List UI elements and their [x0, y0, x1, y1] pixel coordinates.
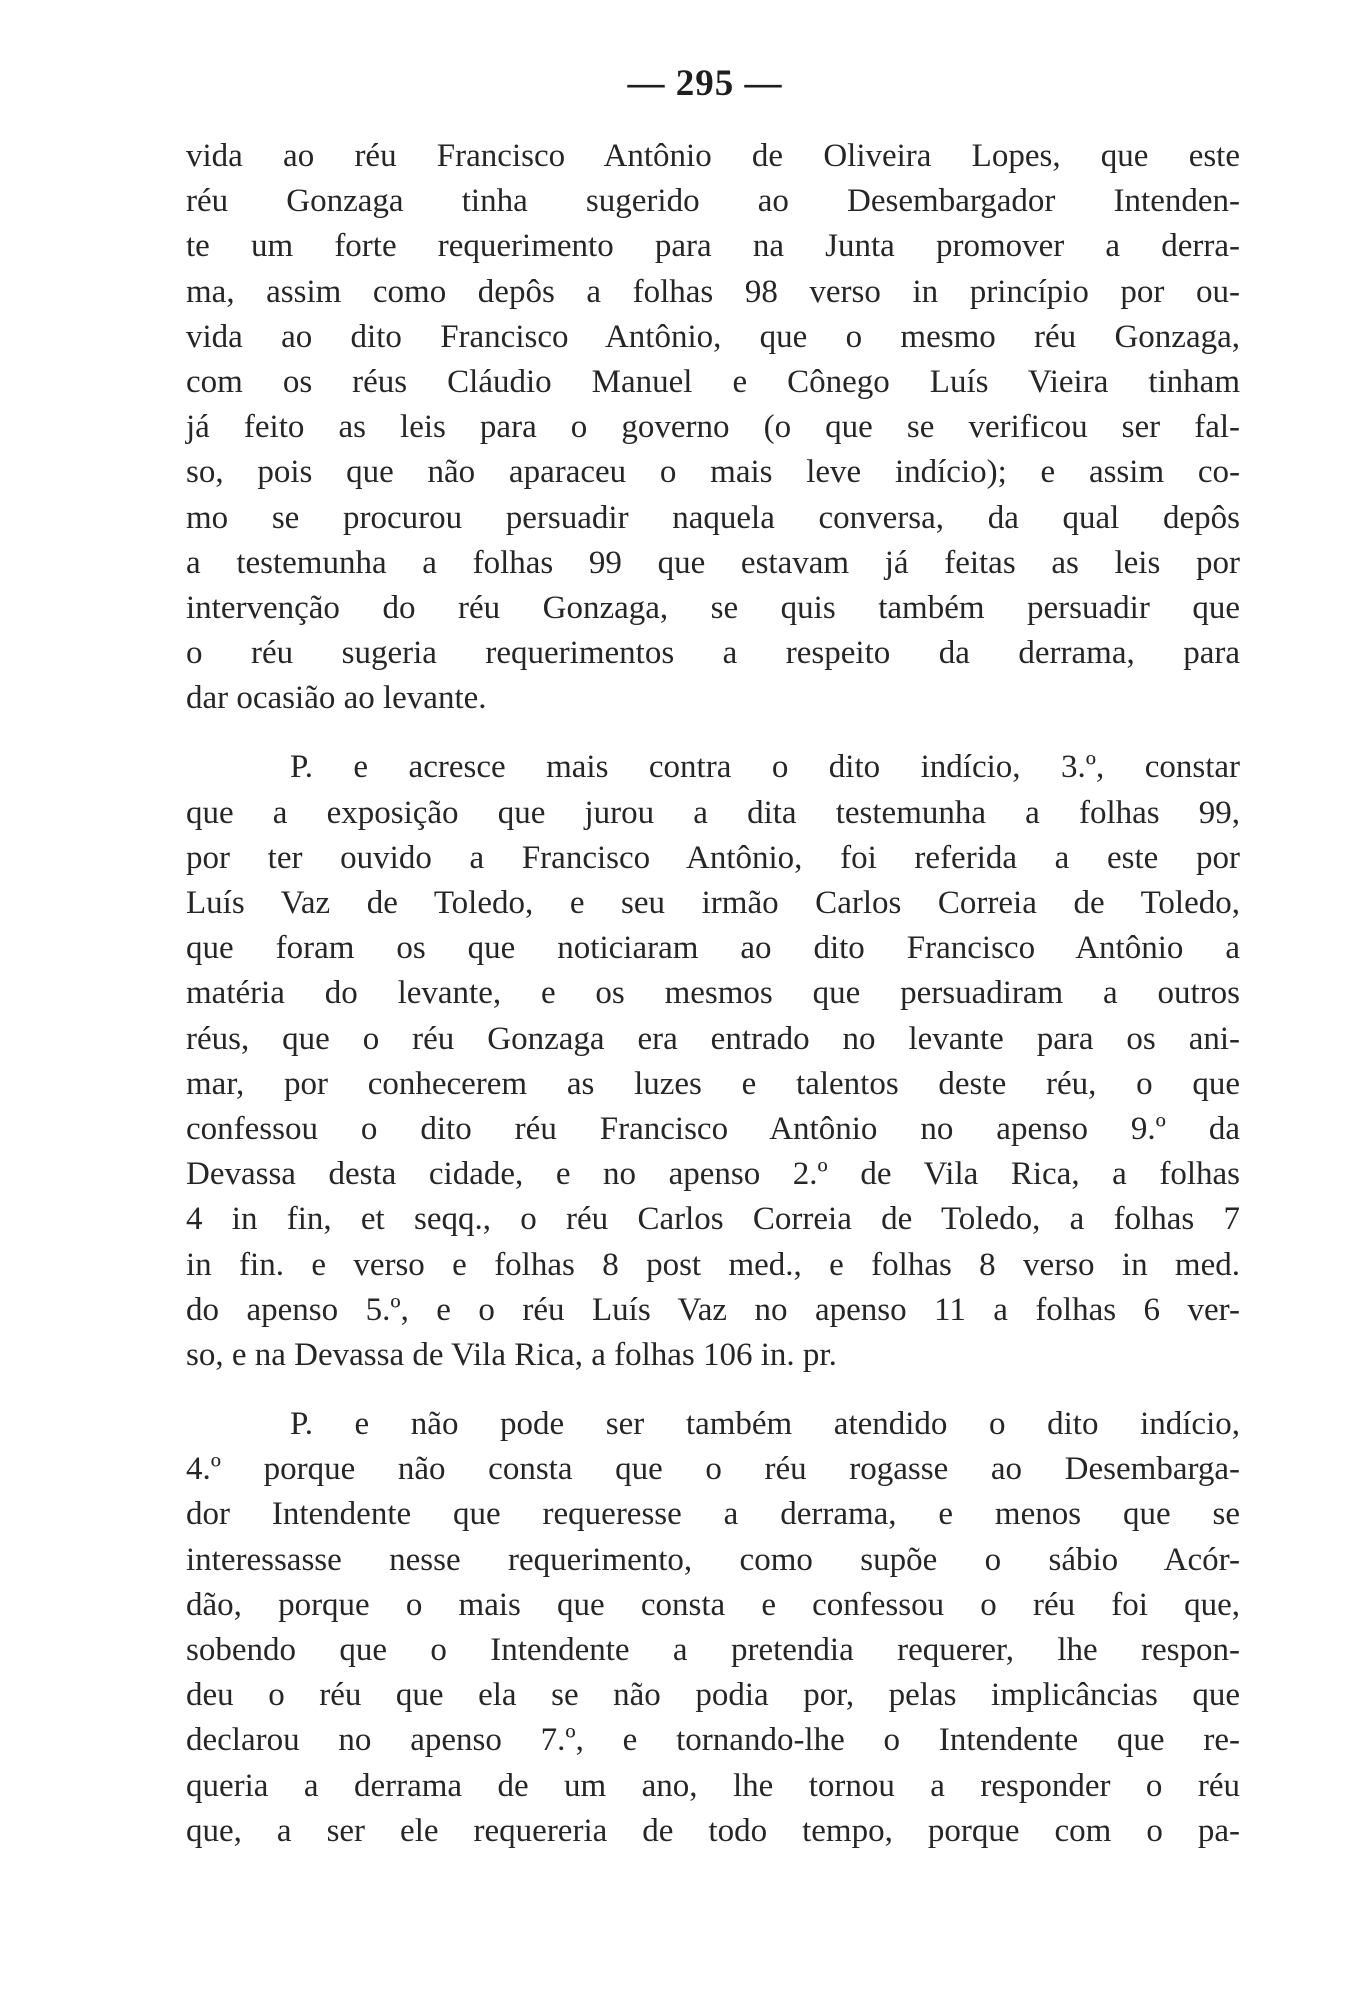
text-line: 4 in fin, et seqq., o réu Carlos Correia de Toledo, a folhas 7 — [186, 1201, 1240, 1238]
text-line: do apenso 5.º, e o réu Luís Vaz no apenso 11 a folhas 6 ver- — [186, 1291, 1240, 1328]
text-line: te um forte requerimento para na Junta promover a derra- — [186, 228, 1240, 265]
text-line: P. e não pode ser também atendido o dito indício, — [290, 1406, 1240, 1443]
paragraph-3 — [186, 1402, 1240, 1854]
text-line: vida ao dito Francisco Antônio, que o mesmo réu Gonzaga, — [186, 318, 1240, 355]
text-line: vida ao réu Francisco Antônio de Oliveira Lopes, que este — [186, 138, 1240, 174]
text-line: so, pois que não aparaceu o mais leve indício); e assim co- — [186, 454, 1240, 491]
text-line: que foram os que noticiaram ao dito Francisco Antônio a — [186, 930, 1240, 967]
text-line: in fin. e verso e folhas 8 post med., e folhas 8 verso in med. — [186, 1246, 1240, 1283]
text-line: intervenção do réu Gonzaga, se quis também persuadir que — [186, 589, 1240, 626]
text-line: Devassa desta cidade, e no apenso 2.º de Vila Rica, a folhas — [186, 1156, 1240, 1193]
text-line: dar ocasião ao levante. — [186, 680, 487, 717]
text-line: réu Gonzaga tinha sugerido ao Desembargador Intenden- — [186, 183, 1240, 220]
text-line: confessou o dito réu Francisco Antônio no apenso 9.º da — [186, 1110, 1240, 1147]
text-line: P. e acresce mais contra o dito indício, 3.º, constar — [290, 749, 1240, 786]
text-line: com os réus Cláudio Manuel e Cônego Luís Vieira tinham — [186, 363, 1240, 400]
paragraph-gap — [186, 1378, 1240, 1402]
text-line: o réu sugeria requerimentos a respeito da derrama, para — [186, 635, 1240, 672]
paragraph-2 — [186, 745, 1240, 1378]
text-line: réus, que o réu Gonzaga era entrado no levante para os ani- — [186, 1020, 1240, 1057]
text-line: so, e na Devassa de Vila Rica, a folhas 106 in. pr. — [186, 1336, 837, 1373]
text-line: matéria do levante, e os mesmos que persuadiram a outros — [186, 975, 1240, 1012]
text-line: sobendo que o Intendente a pretendia requerer, lhe respon- — [186, 1632, 1240, 1668]
text-line: Luís Vaz de Toledo, e seu irmão Carlos Correia de Toledo, — [186, 885, 1240, 921]
text-line: 4.º porque não consta que o réu rogasse ao Desembarga- — [186, 1451, 1240, 1488]
text-line: ma, assim como depôs a folhas 98 verso in princípio por ou- — [186, 273, 1240, 310]
text-line: dão, porque o mais que consta e confessou o réu foi que, — [186, 1586, 1240, 1623]
text-line: deu o réu que ela se não podia por, pelas implicâncias que — [186, 1677, 1240, 1714]
text-line: já feito as leis para o governo (o que se verificou ser fal- — [186, 409, 1240, 446]
text-line: interessasse nesse requerimento, como supõe o sábio Acór- — [186, 1541, 1240, 1578]
text-line: que, a ser ele requereria de todo tempo, porque com o pa- — [186, 1812, 1240, 1849]
text-line: queria a derrama de um ano, lhe tornou a responder o réu — [186, 1767, 1240, 1804]
text-line: mo se procurou persuadir naquela conversa, da qual depôs — [186, 499, 1240, 536]
text-line: declarou no apenso 7.º, e tornando-lhe o Intendente que re- — [186, 1722, 1240, 1759]
text-line: a testemunha a folhas 99 que estavam já feitas as leis por — [186, 544, 1240, 581]
page-number: — 295 — — [627, 63, 783, 104]
text-line: por ter ouvido a Francisco Antônio, foi referida a este por — [186, 839, 1240, 876]
text-line: dor Intendente que requeresse a derrama, e menos que se — [186, 1496, 1240, 1533]
body-text — [186, 134, 1240, 1854]
text-line: que a exposição que jurou a dita testemunha a folhas 99, — [186, 794, 1240, 831]
text-line: mar, por conhecerem as luzes e talentos deste réu, o que — [186, 1065, 1240, 1102]
paragraph-1 — [186, 134, 1240, 721]
paragraph-gap — [186, 721, 1240, 745]
